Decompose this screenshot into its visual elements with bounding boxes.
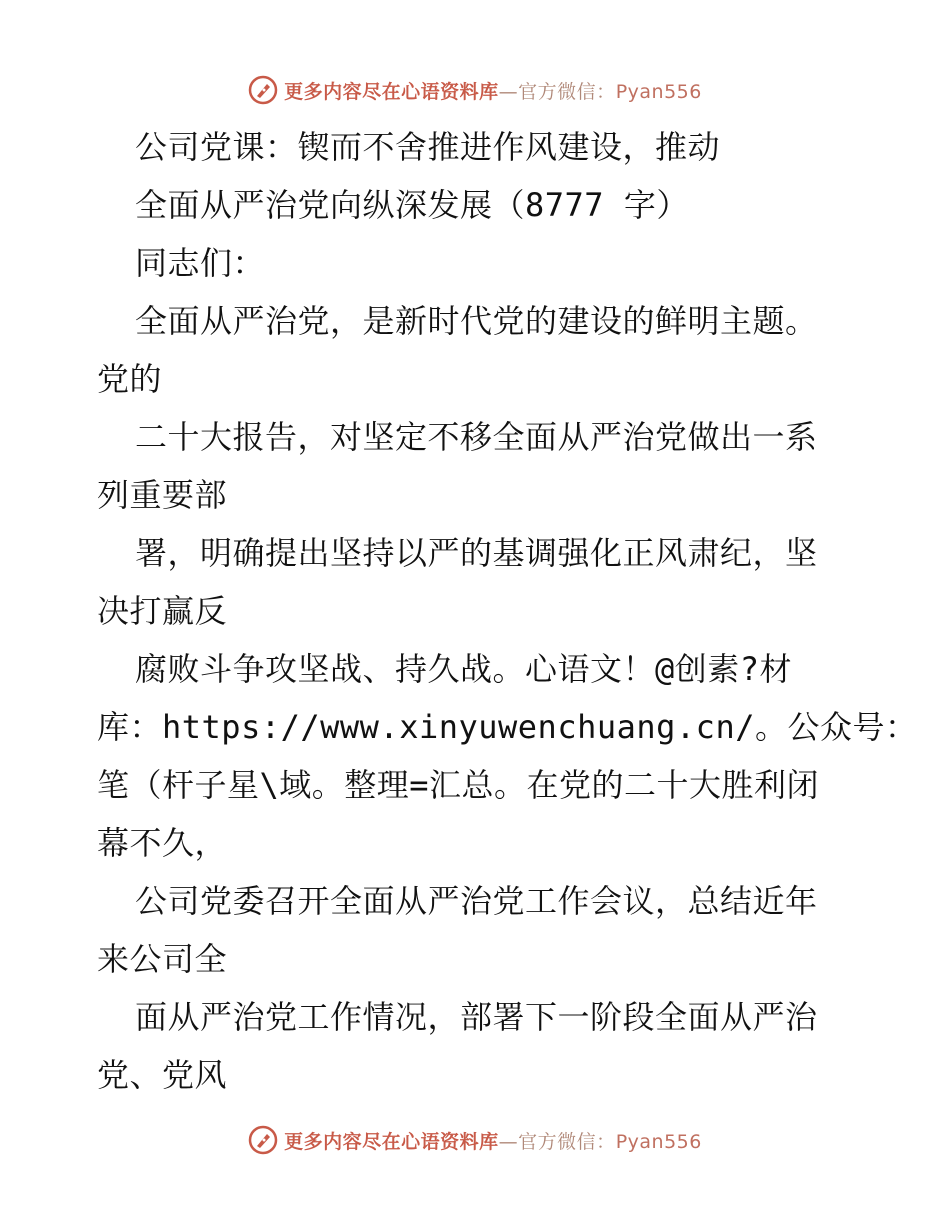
text-line: 党、党风 [97, 1056, 228, 1094]
footer-watermark [0, 1120, 950, 1160]
pen-nib-circle-icon [248, 1125, 278, 1155]
document-body [0, 118, 950, 1104]
text-line: 署，明确提出坚持以严的基调强化正风肃纪，坚 [135, 534, 818, 572]
watermark-text [284, 1127, 702, 1154]
text-line: 党的 [97, 360, 163, 398]
watermark-id: Pyan556 [615, 1130, 702, 1153]
text-line: 列重要部 [97, 476, 228, 514]
watermark-text [284, 77, 702, 104]
text-line: 腐败斗争攻坚战、持久战。心语文！@创素?材 [135, 650, 793, 688]
text-line: 公司党委召开全面从严治党工作会议，总结近年 [135, 882, 818, 920]
watermark-main: 更多内容尽在心语资料库 [284, 80, 499, 103]
text-line: 来公司全 [97, 940, 228, 978]
text-line: 同志们： [135, 244, 266, 282]
text-line: 二十大报告，对坚定不移全面从严治党做出一系 [135, 418, 818, 456]
watermark-main: 更多内容尽在心语资料库 [284, 1130, 499, 1153]
text-line: 全面从严治党向纵深发展（8777 字） [135, 186, 689, 224]
watermark-separator: — [498, 80, 519, 103]
text-line: 库：https://www.xinyuwenchuang.cn/。公众号： [97, 708, 918, 746]
watermark-id: Pyan556 [615, 80, 702, 103]
pen-nib-circle-icon [248, 75, 278, 105]
watermark-official: 官方微信： [518, 1130, 616, 1153]
text-line: 全面从严治党，是新时代党的建设的鲜明主题。 [135, 302, 818, 340]
text-line: 决打赢反 [97, 592, 228, 630]
watermark-separator: — [498, 1130, 519, 1153]
text-line: 面从严治党工作情况，部署下一阶段全面从严治 [135, 998, 818, 1036]
header-watermark [0, 70, 950, 110]
text-line: 笔（杆子星\域。整理=汇总。在党的二十大胜利闭 [97, 766, 820, 804]
text-line: 公司党课：锲而不舍推进作风建设，推动 [135, 128, 721, 166]
watermark-official: 官方微信： [518, 80, 616, 103]
text-line: 幕不久， [97, 824, 228, 862]
